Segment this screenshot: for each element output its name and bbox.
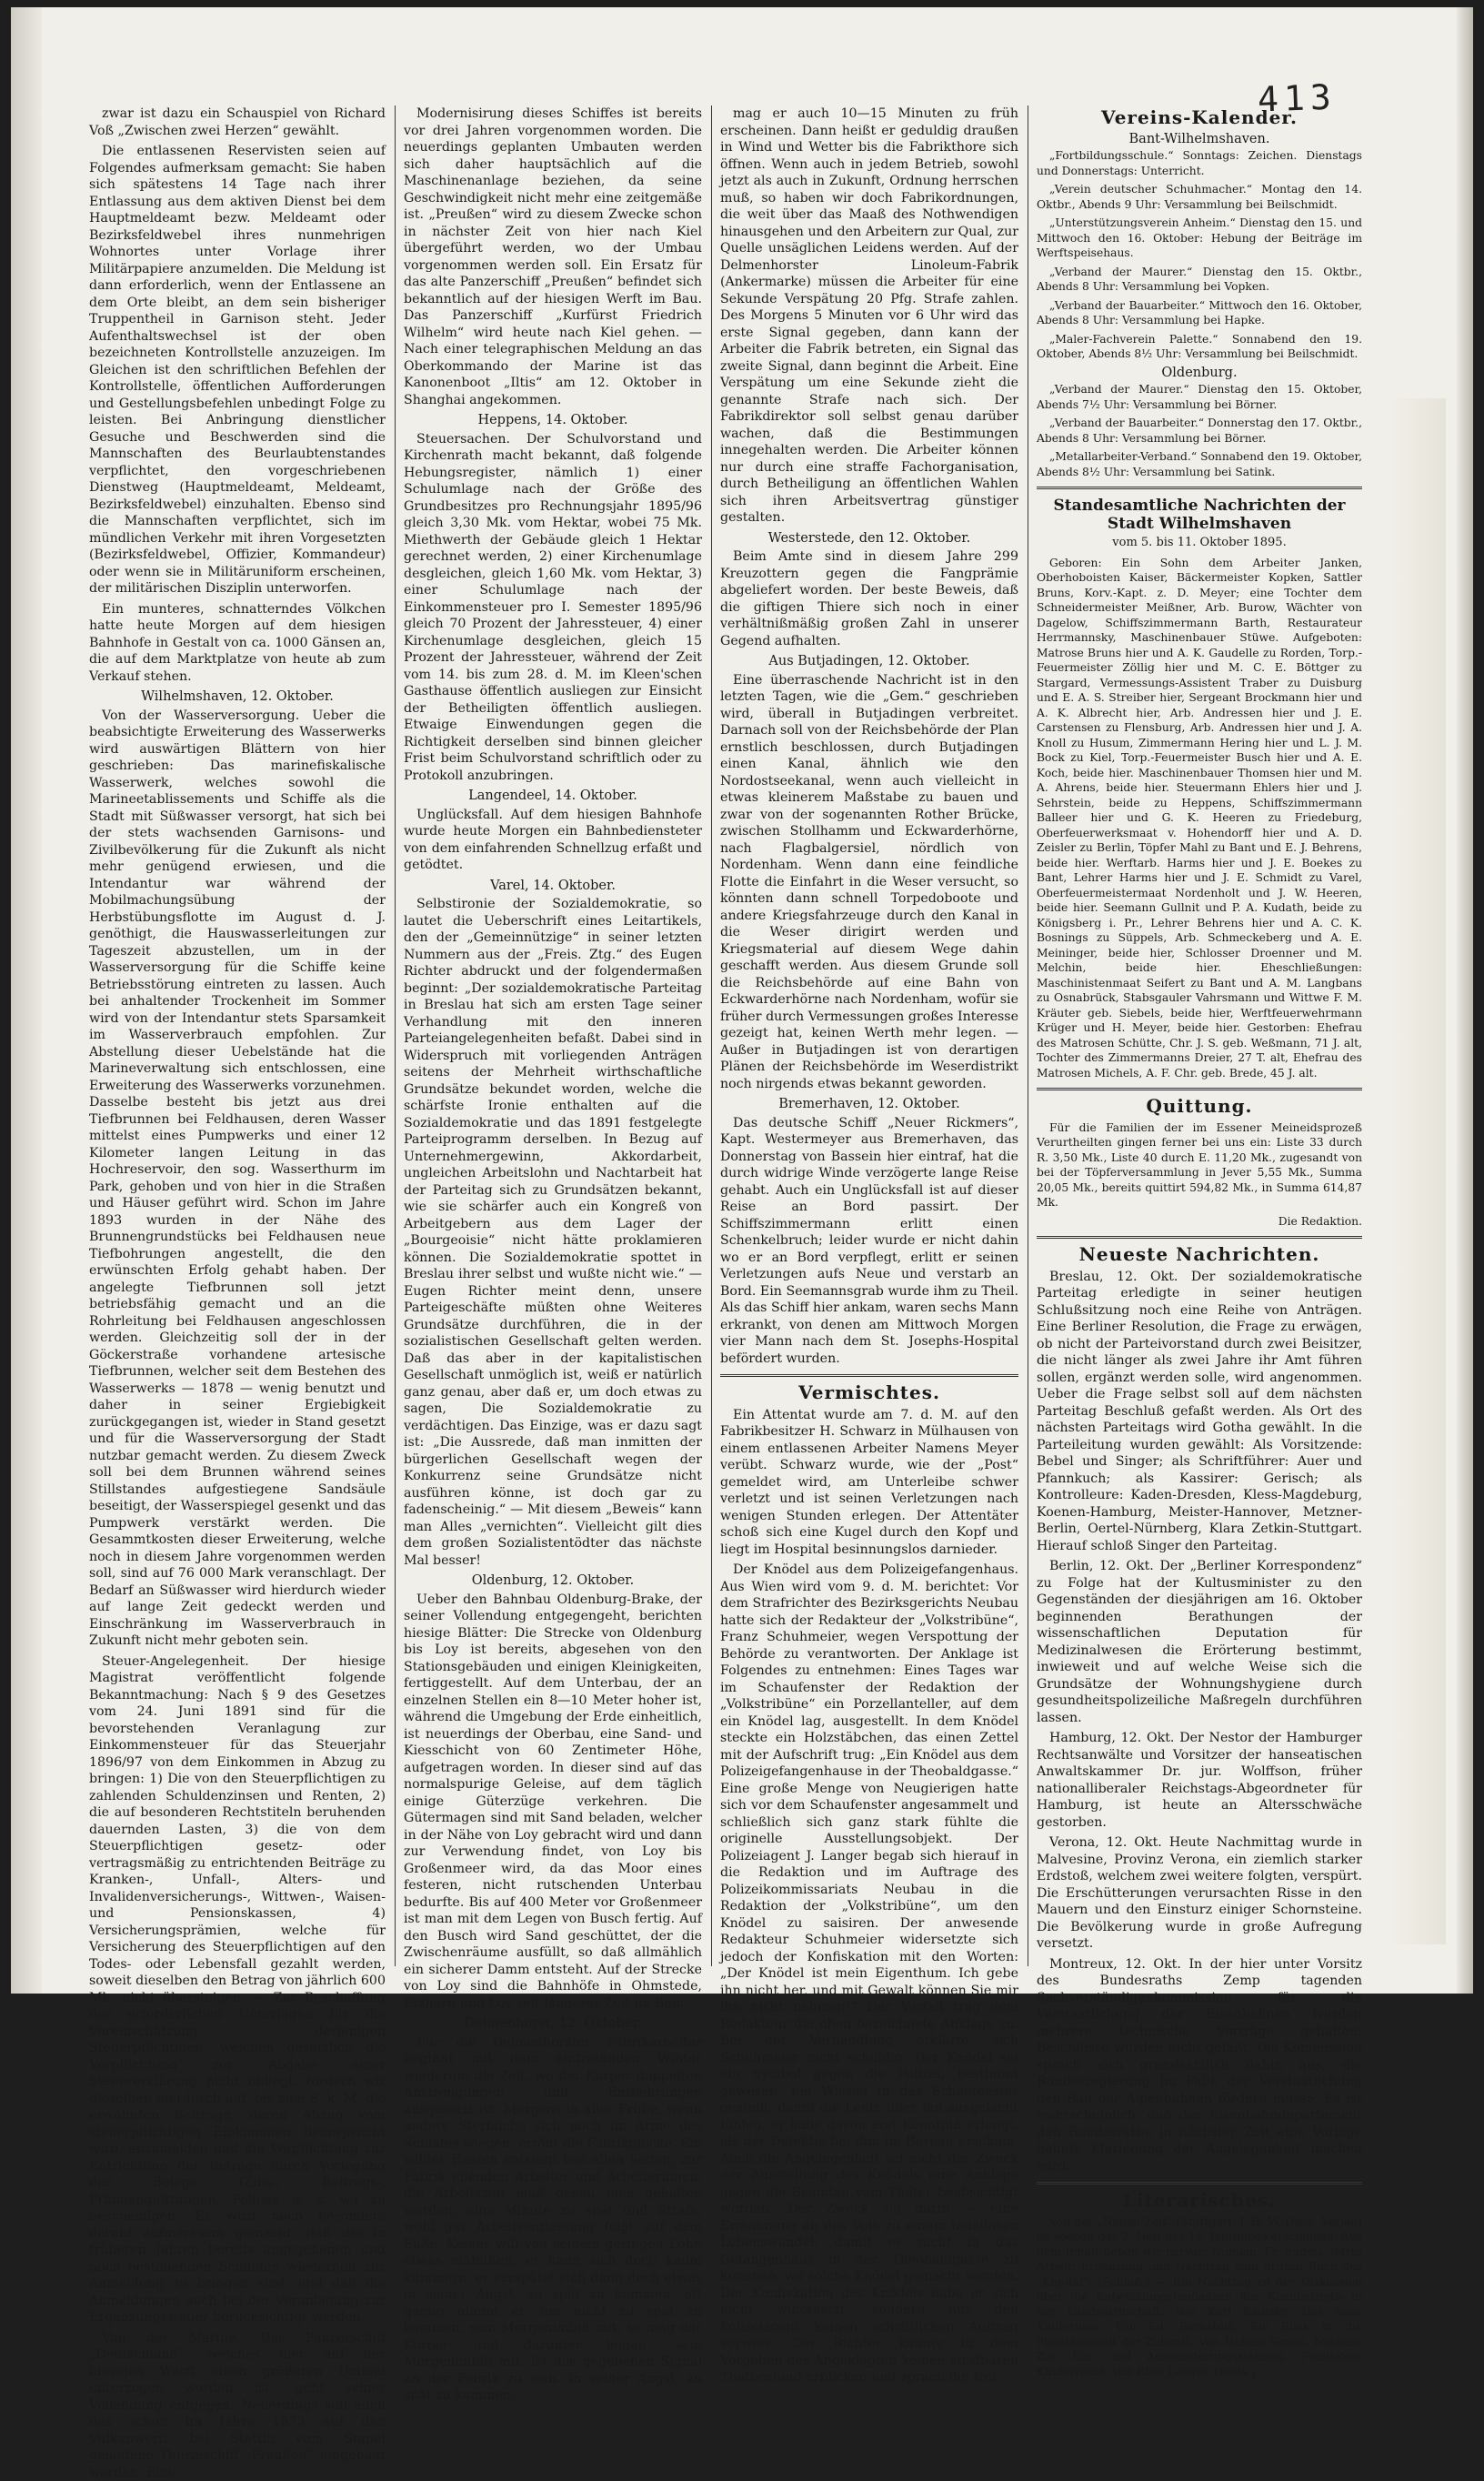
dateline: Aus Butjadingen, 12. Oktober. — [720, 653, 1018, 670]
section-heading-literarisches: Literarisches. — [1037, 2192, 1362, 2209]
section-heading-vermischtes: Vermischtes. — [720, 1384, 1018, 1401]
page-number: 413 — [1258, 77, 1338, 120]
calendar-entry: „Maler-Fachverein Palette.“ Sonnabend den 19. Oktober, Abends 8½ Uhr: Versammlung bei Beilschmidt. — [1037, 332, 1362, 362]
article-paragraph: Der Knödel aus dem Polizeigefangenhaus. Aus Wien wird vom 9. d. M. berichtet: Vor dem Strafrichter des Bezirksgerichts Neubau hatte sich der Redakteur der „Volkstribüne“, Franz Schuhmeier, wegen Verspottung der Behörde zu verantworten. Der Anklage ist Folgendes zu entnehmen: Eines Tages war im Schaufenster der Redaktion der „Volkstribüne“ ein Porzellanteller, auf dem ein Knödel lag, ausgestellt. In dem Knödel steckte ein Holzstäbchen, das einen Zettel mit der Aufschrift trug: „Ein Knödel aus dem Polizeigefangenhause in der Theobaldgasse.“ Eine große Menge von Neugierigen hatte sich vor dem Schaufenster angesammelt und schließlich sich ganz stark fühlte die originelle Ausstellungsobjekt. Der Polizeiagent J. Langer begab sich hierauf in die Redaktion und im Auftrage des Polizeikommissariats Neubau in die Redaktion der „Volkstribüne“, um den Knödel zu saisiren. Der anwesende Redakteur Schuhmeier widersetzte sich jedoch der Konfiskation mit den Worten: „Der Knödel ist mein Eigenthum. Ich gebe ihn nicht her, und mit Gewalt können Sie mir ihn nicht nehmen!“ Der Vorfall trug dem Redakteur die oben bezeichnete Anklage zu. Bei der Verhandlung erklärte sich Schuhmeier nicht schuldig. Der Knödel sei ein Symbol gegen die Polizei, bestimmt gewesen, um Wissen in das Schaufenster gestellt, damit die Leute über ihn ausgelacht fühlen, er habe davon erst Kenntniß erlangt, als der Detektiv bei ihm im Bureau erschien. Auch die Angelegenheit sei nicht der Zweck der Ausstellung des Knödels eine Anklage gegen die Beamten vom Thäter beabsichtigt worden. Der Zweck sei darin — eine Ermahnung an das Volk zu einem tadellosen Lebenswandel, damit es nicht in das Gefangenhaus in der Theobaldgasse zu kommen, wo solche Knödel gemacht werden. Der Konfiskation des Knödels habe er sich nicht widersetzt, sondern nur den Polizeiagent keinen schriftlichen Auftrag vorwies. Der Richter konnte in dem Vorgehen des Angeklagten keinen strafbaren Thatbestand erblicken und sprach ihn frei. — [720, 1562, 1018, 2386]
article-paragraph: Ein munteres, schnatterndes Völkchen hatte heute Morgen auf dem hiesigen Bahnhofe in Gestalt von ca. 1000 Gänsen an, die auf dem Marktplatze von heute ab zum Verkauf stehen. — [89, 601, 386, 686]
column-3 — [720, 105, 1018, 1966]
section-heading-quittung: Quittung. — [1037, 1098, 1362, 1115]
calendar-entry: „Metallarbeiter-Verband.“ Sonnabend den 19. Oktober, Abends 8½ Uhr: Versammlung bei Satink. — [1037, 449, 1362, 479]
dateline: Delmenhorst, 12. Oktober. — [404, 2015, 702, 2033]
section-divider — [1037, 1236, 1362, 1239]
section-heading-vereins-kalender: Vereins-Kalender. — [1037, 109, 1362, 126]
dateline: Heppens, 14. Oktober. — [404, 412, 702, 429]
dateline: Wilhelmshaven, 12. Oktober. — [89, 688, 386, 706]
calendar-place: Oldenburg. — [1037, 366, 1362, 381]
dateline: Westerstede, den 12. Oktober. — [720, 530, 1018, 547]
receipt-text: Für die Familien der im Essener Meineidsprozeß Verurtheilten gingen ferner bei uns ein: Liste 33 durch R. 3,50 Mk., Liste 40 durch E. 11,20 Mk., zugesandt von bei der Töpferversammlung in Jever 5,55 Mk., Summa 20,05 Mk., bereits quittirt 594,82 Mk., in Summa 614,87 Mk. — [1037, 1120, 1362, 1210]
dateline: Langendeel, 14. Oktober. — [404, 788, 702, 805]
article-paragraph: Unglücksfall. Auf dem hiesigen Bahnhofe wurde heute Morgen ein Bahnbediensteter von dem einfahrenden Schnellzug erfaßt und getödtet. — [404, 807, 702, 874]
section-divider — [1037, 1088, 1362, 1090]
newspaper-page — [11, 7, 1473, 1994]
news-item: Berlin, 12. Okt. Der „Berliner Korrespondenz“ zu Folge hat der Kultusminister zu den Gegenständen der diesjährigen am 16. Oktober beginnenden Berathungen der wissenschaftlichen Deputation für Medizinalwesen die Erörterung bestimmt, inwieweit und auf welche Weise sich die Grundsätze der Wohnungshygiene durch gesundheitspolizeiliche Maßregeln durchführen lassen. — [1037, 1558, 1362, 1726]
calendar-entry: „Verband der Maurer.“ Dienstag den 15. Oktober, Abends 7½ Uhr: Versammlung bei Börner. — [1037, 382, 1362, 412]
section-heading-neueste-nachrichten: Neueste Nachrichten. — [1037, 1246, 1362, 1263]
calendar-entry: „Verein deutscher Schuhmacher.“ Montag den 14. Oktbr., Abends 9 Uhr: Versammlung bei Beilschmidt. — [1037, 182, 1362, 212]
calendar-entry: „Unterstützungsverein Anheim.“ Dienstag den 15. und Mittwoch den 16. Oktober: Hebung der Beiträge im Werftspeisehaus. — [1037, 216, 1362, 261]
literature-text: Von der „Neuen Zeit“ (Stuttgart, J. H. W. Dietz' Verlag) ist soeben das 2. Heft des 14. Jahrgangs erschienen. Aus dem Inhalt heben wir hervor: Numien. Fr. Engels' letzte Arbeit: Ergänzung und Nachtrag zum dritten Buch des „Kapital“. (Schluß.) — Ein Nachtrag zu der Diskussion über die Entwicklungstendenzen des Kleinbetriebs in der Landwirthschaft. Von Karl Kautsky. Das neue Kalifornien. Von Ed. Bernstein. Ein Blick in die Phantasiewelt der Zukunft. Von Helene Simon. Notizen: Zur Ein- und Auswanderungsstatistik. Feuilleton: Kinderrecht. Von Elise Langer. (Forts.) — [1037, 2215, 1362, 2380]
news-item: Montreux, 12. Okt. In der hier unter Vorsitz des Bundesraths Zemp tagenden Sachverständigenkommission für die Verstaatlichung der Eisenbahnen wurden mehrere technische Vorträge gehalten; Beschlüsse wurden nicht gefaßt. Die Kommission sprach sich grundsätzlich dahin aus, die Bundesregierung im Falle der Verstaatlichung den Bau der Alpenbahnen fördern müsse. Es ist wahrscheinlich, daß das Eisenbahndepartement den Bundesrathe in nächster Zeit eine Vorlage behufs Klarlegung der Angelegenheit machen wird. — [1037, 1956, 1362, 2175]
article-paragraph: Das deutsche Schiff „Neuer Rickmers“, Kapt. Westermeyer aus Bremerhaven, das Donnerstag von Bassein hier eintraf, hat die durch widrige Winde verzögerte lange Reise gehabt. Auch ein Unglücksfall ist auf dieser Reise an Bord passirt. Der Schiffszimmermann erlitt einen Schenkelbruch; leider wurde er nicht dahin wo er an Bord verpflegt, erlitt er seinen Verletzungen aufs Neue und verstarb an Bord. Ein Seemannsgrab wurde ihm zu Theil. Als das Schiff hier ankam, waren sechs Mann erkrankt, von denen am Mittwoch Morgen vier Mann nach dem St. Josephs-Hospital befördert wurden. — [720, 1115, 1018, 1368]
article-paragraph: Ein Attentat wurde am 7. d. M. auf den Fabrikbesitzer H. Schwarz in Mülhausen von einem entlassenen Arbeiter Namens Meyer verübt. Schwarz wurde, wie der „Post“ gemeldet wird, am Unterleibe schwer verletzt und ist seinen Verletzungen nach wenigen Stunden erlegen. Der Attentäter schoß sich eine Kugel durch den Kopf und liegt im Hospital besinnungslos darnieder. — [720, 1407, 1018, 1559]
news-item: Hamburg, 12. Okt. Der Nestor der Hamburger Rechtsanwälte und Vorsitzer der hanseatischen Anwaltskammer Dr. jur. Wolffson, früher nationalliberaler Reichstags-Abgeordneter für Hamburg, ist heute an Altersschwäche gestorben. — [1037, 1730, 1362, 1831]
paper-stain — [1391, 398, 1446, 1944]
page-edge — [1457, 7, 1473, 1994]
section-subheading: vom 5. bis 11. Oktober 1895. — [1037, 535, 1362, 552]
column-1 — [89, 105, 386, 1966]
calendar-entry: „Verband der Bauarbeiter.“ Mittwoch den 16. Oktober, Abends 8 Uhr: Versammlung bei Hapke. — [1037, 298, 1362, 328]
column-4 — [1037, 105, 1362, 1966]
section-divider — [1037, 2182, 1362, 2185]
receipt-signature: Die Redaktion. — [1037, 1214, 1362, 1230]
article-paragraph: zwar ist dazu ein Schauspiel von Richard Voß „Zwischen zwei Herzen“ gewählt. — [89, 105, 386, 139]
section-divider — [720, 1374, 1018, 1377]
dateline: Varel, 14. Oktober. — [404, 878, 702, 895]
section-heading-standesamt: Standesamtliche Nachrichten der Stadt Wilhelmshaven — [1037, 497, 1362, 533]
calendar-place: Bant-Wilhelmshaven. — [1037, 132, 1362, 147]
article-paragraph: Steuersachen. Der Schulvorstand und Kirchenrath macht bekannt, daß folgende Hebungsregister, nämlich 1) einer Schulumlage nach der Größe des Grundbesitzes pro Rechnungsjahr 1895/96 gleich 3,30 Mk. vom Hektar, wobei 75 Mk. Miethwerth der Gebäude gleich 1 Hektar gerechnet werden, 2) einer Kirchenumlage desgleichen, gleich 1,60 Mk. vom Hektar, 3) einer Schulumlage nach der Einkommensteuer pro I. Semester 1895/96 gleich 70 Prozent der Jahressteuer, 4) einer Kirchenumlage desgleichen, gleich 15 Prozent der Jahressteuer, während der Zeit vom 14. bis zum 28. d. M. im Kleen'schen Gasthause öffentlich ausliegen zur Einsicht der Betheiligten öffentlich ausliegen. Etwaige Einwendungen gegen die Richtigkeit derselben sind binnen gleicher Frist beim Schulvorstand schriftlich oder zu Protokoll anzubringen. — [404, 431, 702, 785]
article-paragraph: Modernisirung dieses Schiffes ist bereits vor drei Jahren vorgenommen worden. Die neuerdings geplanten Umbauten werden sich daher hauptsächlich auf die Maschinenanlage beziehen, da seine Geschwindigkeit nicht mehr eine zeitgemäße ist. „Preußen“ wird zu diesem Zwecke schon in nächster Zeit von hier nach Kiel übergeführt werden, wo der Umbau vorgenommen werden soll. Ein Ersatz für das alte Panzerschiff „Preußen“ befindet sich bekanntlich auf der hiesigen Werft im Bau. Das Panzerschiff „Kurfürst Friedrich Wilhelm“ wird heute nach Kiel gehen. — Nach einer telegraphischen Meldung an das Oberkommando der Marine ist das Kanonenboot „Iltis“ am 12. Oktober in Shanghai angekommen. — [404, 105, 702, 408]
article-paragraph: Die entlassenen Reservisten seien auf Folgendes aufmerksam gemacht: Sie haben sich spätestens 14 Tage nach ihrer Entlassung aus dem aktiven Dienst bei dem Hauptmeldeamt bezw. Meldeamt oder Bezirksfeldwebel ihres nunmehrigen Wohnortes unter Vorlage ihrer Militärpapiere anzumelden. Die Meldung ist dann erforderlich, wenn der Entlassene an dem Orte bleibt, an dem sein bisheriger Truppentheil in Garnison steht. Jeder Aufenthaltswechsel ist der oben bezeichneten Kontrollstelle anzuzeigen. Im Gleichen ist den schriftlichen Befehlen der Kontrollstelle, öffentlichen Aufforderungen und Gestellungsbefehlen unbedingt Folge zu leisten. Bei Anbringung dienstlicher Gesuche und Beschwerden sind die Mannschaften des Beurlaubtenstandes verpflichtet, den vorgeschriebenen Dienstweg (Hauptmeldeamt, Meldeamt, Bezirksfeldwebel) einzuhalten. Ebenso sind die Mannschaften verpflichtet, sich im mündlichen Verkehr mit ihren Vorgesetzten (Bezirksfeldwebel, Offizier, Kommandeur) oder wenn sie in Militäruniform erscheinen, der militärischen Disziplin unterworfen. — [89, 143, 386, 598]
news-item: Verona, 12. Okt. Heute Nachmittag wurde in Malvesine, Provinz Verona, ein ziemlich starker Erdstoß, welchem zwei weitere folgten, verspürt. Die Erschütterungen verursachten Risse in den Mauern und den Einsturz einiger Schornsteine. Die Bevölkerung wurde in große Aufregung versetzt. — [1037, 1834, 1362, 1953]
column-2 — [404, 105, 702, 1966]
article-paragraph: Steuer-Angelegenheit. Der hiesige Magistrat veröffentlicht folgende Bekanntmachung: Nach § 9 des Gesetzes vom 24. Juni 1891 sind für die bevorstehenden Veranlagung zur Einkommensteuer für das Steuerjahr 1896/97 von dem Einkommen in Abzug zu bringen: 1) Die von den Steuerpflichtigen zu zahlenden Schuldenzinsen und Renten, 2) die auf besonderen Rechtstiteln beruhenden dauernden Lasten, 3) die von dem Steuerpflichtigen gesetz- oder vertragsmäßig zu entrichtenden Beiträge zu Kranken-, Unfall-, Alters- und Invalidenversicherungs-, Wittwen-, Waisen- und Pensionskassen, 4) Versicherungsprämien, welche für Versicherung des Steuerpflichtigen auf den Todes- oder Lebensfall gezahlt werden, soweit dieselben den Betrag von jährlich 600 Mk. nicht übersteigen. — Zur Beschaffung der erforderlichen Unterlagen für die Voreinschätzung derjenigen Steuerpflichtigen, welchen gesetzlich die Verpflichtung zur Abgabe einer Steuererklärung nicht obliegt, fordern wir dieselben hierdurch auf, bis zum 8. k. M. die erwähnten Beiträge, deren Abzug vom steuerpflichtigen Einkommen beansprucht wird, anzumelden und die Verpflichtung zur Entrichtung der Beträge durch Vorlegung der Belege (Zins-, Beitrags-, Prämienquittungen, Policen u. s. w.) zu bescheinigen. Es wird noch besonders darauf aufmerksam gemacht, daß die in früheren Jahren bereits angegebenen und noch bestehenden Schulden wiederholt zur Anmeldung zu bringen sind, und daß die Anmeldungen auch bei der Veranlagung zur Ergänzungssteuer berücksichtigt werden. — [89, 1653, 386, 2326]
calendar-entry: „Verband der Bauarbeiter.“ Donnerstag den 17. Oktbr., Abends 8 Uhr: Versammlung bei Börner. — [1037, 416, 1362, 446]
column-rule — [711, 105, 712, 1966]
news-item: Breslau, 12. Okt. Der sozialdemokratische Parteitag erledigte in seiner heutigen Schlußsitzung noch eine Reihe von Anträgen. Eine Berliner Resolution, die Frage zu erwägen, ob nicht der Parteivorstand durch zwei Beisitzer, die nicht länger als zwei Jahre ihr Amt führen sollen, ergänzt werden solle, wird angenommen. Ueber die Frage selbst soll auf dem nächsten Parteitag Beschluß gefaßt werden. Als Ort des nächsten Parteitags wird Gotha gewählt. In die Parteileitung wurden gewählt: Als Vorsitzende: Bebel und Singer; als Schriftführer: Auer und Pfannkuch; als Kassirer: Gerisch; als Kontrolleure: Kaden-Dresden, Kless-Magdeburg, Koenen-Hamburg, Meister-Hannover, Metzner-Berlin, Oertel-Nürnberg, Klara Zetkin-Stuttgart. Hierauf schloß Singer den Parteitag. — [1037, 1269, 1362, 1555]
article-paragraph: Eine überraschende Nachricht ist in den letzten Tagen, wie die „Gem.“ geschrieben wird, überall in Butjadingen verbreitet. Darnach soll von der Reichsbehörde der Plan ernstlich beschlossen, durch Butjadingen einen Kanal, ähnlich wie den Nordostseekanal, wenn auch vielleicht in etwas kleinerem Maßstabe zu bauen und zwar von der sogenannten Rother Brücke, zwischen Stollhamm und Eckwarderhörne, nach Flagbalgersiel, nördlich von Nordenham. Wenn dann eine feindliche Flotte die Einfahrt in die Weser versucht, so könnten dann schnell Torpedoboote und andere Kriegsfahrzeuge durch den Kanal in die Weser dirigirt werden und Kriegsmaterial auf diesem Wege dahin geschafft werden. Aus diesem Grunde soll die Reichsbehörde auf eine Bahn von Eckwarderhörne nach Nordenham, wofür sie früher durch Vermessungen großes Interesse gezeigt hat, keinen Werth mehr legen. — Außer in Butjadingen ist von derartigen Plänen der Reichsbehörde im Weserdistrikt noch nirgends etwas bekannt geworden. — [720, 672, 1018, 1093]
article-paragraph: Von der Marine. Das Panzerschiff „Deutschland“, welches hier auf der hiesigen Werft einen größeren Umbau unterzogen worden ist, geht seiner Vollendung entgegen. Neuerdings soll auch das schon im Jahre 1873 auf den Vulkanwerft bei Stettin vom Stapel gelaufene Thurmschiff „Preußen“ umgebaut werden. Eine — [89, 2330, 386, 2481]
calendar-entry: „Fortbildungsschule.“ Sonntags: Zeichen. Dienstags und Donnerstags: Unterricht. — [1037, 148, 1362, 178]
page-binding — [11, 7, 42, 1994]
article-paragraph: Ueber den Bahnbau Oldenburg-Brake, der seiner Vollendung entgegengeht, berichten hiesige Blätter: Die Strecke von Oldenburg bis Loy ist bereits, abgesehen von den Stationsgebäuden und einigen Kleinigkeiten, fertiggestellt. Auf dem Unterbau, der an einzelnen Stellen ein 8—10 Meter hoher ist, während die Umgebung der Erde einheitlich, ist neuerdings der Oberbau, eine Sand- und Kiesschicht von 60 Zentimeter Höhe, aufgetragen worden. In dieser sind auf das normalspurige Geleise, auf dem täglich einige Güterzüge verkehren. Die Gütermagen sind mit Sand beladen, welcher in der Nähe von Loy gebracht wird und dann zur Verwendung findet, von Loy bis Großenmeer wird, da das Moor eines festeren, nicht rutschenden Unterbau bedurfte. Bis auf 400 Meter vor Großenmeer ist man mit dem Legen von Busch fertig. Auf den Busch wird Sand geschüttet, der die Zwischenräume ausfüllt, so daß allmählich ein sicherer Damm entsteht. Auf der Strecke von Loy sind die Bahnhöfe in Ohmstede, Etzhorn und Loy seit längerer Zeit im Bau. — [404, 1592, 702, 2013]
section-divider — [1037, 487, 1362, 489]
dateline: Bremerhaven, 12. Oktober. — [720, 1096, 1018, 1113]
article-paragraph: Von der Wasserversorgung. Ueber die beabsichtigte Erweiterung des Wasserwerks wird auswärtigen Blättern von hier geschrieben: Das marinefiskalische Wasserwerk, welches sowohl die Marineetablissements und Schiffe als die Stadt mit Süßwasser versorgt, hat sich bei der stets wachsenden Garnisons- und Zivilbevölkerung für die Zukunft als nicht mehr genügend erwiesen, und die Intendantur war während der Mobilmachungsübung der Herbstübungsflotte im August d. J. genöthigt, die Hauswasserleitungen zur Tageszeit abzustellen, um in der Wasserversorgung für die Schiffe keine Betriebsstörung eintreten zu lassen. Auch bei anhaltender Trockenheit im Sommer wird von der Intendantur stets Sparsamkeit im Wasserverbrauch empfohlen. Zur Abstellung dieser Uebelstände hat die Marineverwaltung sich entschlossen, eine Erweiterung des Wasserwerks vorzunehmen. Dasselbe besteht bis jetzt aus drei Tiefbrunnen bei Feldhausen, deren Wasser mittelst eines Pumpwerks und einer 12 Kilometer langen Leitung in das Hochreservoir, den sog. Wasserthurm im Park, gehoben und von hier in die Straßen und Häuser geführt wird. Schon im Jahre 1893 wurden in der Nähe des Brunnengrundstücks bei Feldhausen neue Tiefbohrungen angestellt, die den erwünschten Erfolg gehabt haben. Der angelegte Tiefbrunnen soll jetzt betriebsfähig gemacht und an die Rohrleitung bei Feldhausen angeschlossen werden. Gleichzeitig soll der in der Göckerstraße vorhandene artesische Tiefbrunnen, welcher seit dem Bestehen des Wasserwerks — 1878 — wenig benutzt und daher in seiner Ergiebigkeit zurückgegangen ist, wieder in Stand gesetzt und für die Wasserversorgung der Stadt nutzbar gemacht werden. Zu diesem Zweck soll bei dem Brunnen während seines Stillstandes aufgestiegene Sandsäule beseitigt, der Wasserspiegel gesenkt und das Pumpwerk verstärkt werden. Die Gesammtkosten dieser Erweiterung, welche noch in diesem Jahre vorgenommen werden soll, sind auf 76 000 Mark veranschlagt. Der Bedarf an Süßwasser wird hierdurch wieder auf lange Zeit gedeckt werden und Einschränkung im Wasserverbrauch in Zukunft nicht mehr geboten sein. — [89, 708, 386, 1650]
dateline: Oldenburg, 12. Oktober. — [404, 1572, 702, 1590]
calendar-entry: „Verband der Maurer.“ Dienstag den 15. Oktbr., Abends 8 Uhr: Versammlung bei Vopken. — [1037, 265, 1362, 295]
article-paragraph: Für die Delmenhorster Fabrikarbeiter beginnt mit dem eintretenden Winter wiederum die Zeit, wo der Körper doppelten Anstrengungen und Entbehrungen ausgesetzt ist. Morgens in aller Frühe, wenn andere Sterbliche sich noch im Arme des Schlafes wiegen, ertönt die Fabrikglocke. Ein wildes Hasten entsteht von allen Seiten, zur Fabrik eilenden Arbeiter und Arbeiterinnen, die Arbeitszeit muß genau inne gehalten werden, eine Minute zu spät und Strafe, wohl gar Arbeitsentlassung folgt auf dem Fuße. Keiner will von seinem geringen Lohn etwas einbüßen, er kann sich doch kaum kümmern, er verspätet sich dann doch etwas in seiner Angst, zu spät zu kommen, oft genug nimmt er, um nicht zu spät zu kommen, sein Morgenimbiß mit, so mag der Körper und darunter leiden, sein Morgenimbiß mit. Ist das gegebenen Signal an der Fabrik zu sein. In seiner Angst, zu spät zu kommen, — [404, 2034, 702, 2405]
column-rule — [395, 105, 396, 1966]
article-paragraph: mag er auch 10—15 Minuten zu früh erscheinen. Dann heißt er geduldig draußen in Wind und Wetter bis die Fabrikthore sich öffnen. Wenn auch in jedem Betrieb, sowohl jetzt als auch in Zukunft, Ordnung herrschen muß, so haben wir doch Fabrikordnungen, die weit über das Maaß des Nothwendigen hinausgehen und den Arbeitern zur Qual, zur Quelle unsäglichen Leidens werden. Auf der Delmenhorster Linoleum-Fabrik (Ankermarke) müssen die Arbeiter für eine Sekunde Verspätung 20 Pfg. Strafe zahlen. Des Morgens 5 Minuten vor 6 Uhr wird das erste Signal gegeben, dann kann der Arbeiter die Fabrik betreten, ein Signal das zweite Signal, dann beginnt die Arbeit. Eine Verspätung um eine Sekunde zieht die genannte Strafe nach sich. Der Fabrikdirektor soll selbst genau darüber wachen, daß die Bestimmungen innegehalten werden. Die Arbeiter können nur durch eine straffe Fachorganisation, durch Betheiligung an öffentlichen Wahlen sich ihren Arbeitsvertrag günstiger gestalten. — [720, 105, 1018, 527]
article-paragraph: Selbstironie der Sozialdemokratie, so lautet die Ueberschrift eines Leitartikels, den der „Gemeinnützige“ in seiner letzten Nummern aus der „Freis. Ztg.“ des Eugen Richter abdruckt und der folgendermaßen beginnt: „Der sozialdemokratische Parteitag in Breslau hat sich am ersten Tage seiner Verhandlung mit den inneren Parteiangelegenheiten befaßt. Dabei sind in Widerspruch mit vorliegenden Anträgen seitens der Mehrheit wirthschaftliche Grundsätze bekundet worden, welche die schärfste Ironie enthalten auf die Sozialdemokratie und das 1891 festgelegte Parteiprogramm derselben. In Bezug auf Unternehmergewinn, Akkordarbeit, ungleichen Arbeitslohn und Nachtarbeit hat der Parteitag sich zu Grundsätzen bekannt, wie sie schärfer auch ein Kongreß von Arbeitgebern aus dem Lager der „Bourgeoisie“ nicht hätte proklamieren können. Die Sozialdemokratie spottet in Breslau ihrer selbst und wußte nicht wie.“ — Eugen Richter meint denn, unsere Parteigeschäfte müßten ohne Weiteres Grundsätze durchführen, die in der sozialistischen Gesellschaft gelten werden. Daß das aber in der kapitalistischen Gesellschaft unmöglich ist, weiß er natürlich ganz genau, aber daß er, um doch etwas zu sagen, Die Sozialdemokratie zu verdächtigen. Das Einzige, was er dazu sagt ist: „Die Aussrede, daß man inmitten der bürgerlichen Gesellschaft wegen der Konkurrenz seine Grundsätze nicht ausführen könne, ist doch gar zu fadenscheinig.“ — Mit diesem „Beweis“ kann man Alles „vernichten“. Vielleicht gilt dies dem großen Sozialistentödter das nächste Mal besser! — [404, 896, 702, 1569]
registry-text: Geboren: Ein Sohn dem Arbeiter Janken, Oberhoboisten Kaiser, Bäckermeister Kopken, Sattler Bruns, Korv.-Kapt. z. D. Meyer; eine Tochter dem Schneidermeister Meißner, Arb. Burow, Wächter von Dagelow, Schiffszimmermann Barth, Restaurateur Herrmannsky, Maschinenbauer Stüwe. Aufgeboten: Matrose Bruns hier und A. K. Gaudelle zu Rorden, Torp.-Feuermeister Zöllig hier und M. C. E. Böttger zu Stargard, Vermessungs-Assistent Traber zu Duisburg und E. A. S. Streiber hier, Sergeant Brockmann hier und A. K. Albrecht hier, Arb. Andressen hier und J. E. Carstensen zu Flensburg, Arb. Andressen hier und J. A. Knoll zu Husum, Zimmermann Hering hier und L. J. M. Bock zu Kiel, Torp.-Feuermeister Busch hier und A. E. Koch, beide hier. Maschinenbauer Thomsen hier und M. A. Ahrens, beide hier. Steuermann Ehlers hier und J. Sehrstein, beide zu Heppens, Schiffszimmermann Balleer hier und G. K. Heeren zu Friedeburg, Oberfeuerwerksmaat v. Hohendorff hier und A. D. Zeisler zu Berlin, Töpfer Mahl zu Bant und E. J. Behrens, beide hier. Werftarb. Harms hier und J. E. Boekes zu Bant, Lehrer Harms hier und J. E. Schmidt zu Varel, Oberfeuermeistermaat Nordenholt und J. W. Heeren, beide hier. Seemann Gullnit und P. A. Kudath, beide zu Königsberg i. Pr., Lehrer Behrens hier und A. C. K. Bosnings zu Süppels, Arb. Schmeckeberg und A. E. Meininger, beide hier, Schlosser Droenner und M. Melchin, beide hier. Eheschließungen: Maschinistenmaat Seifert zu Bant und A. M. Langbans zu Osnabrück, Stabsgauler Vahrsmann und Wittwe F. M. Kräuter geb. Siebels, beide hier, Werftfeuerwehrmann Krüger und H. Meyer, beide hier. Gestorben: Ehefrau des Matrosen Schütte, Chr. J. S. geb. Weßmann, 71 J. alt, Tochter des Zimmermanns Dreier, 27 T. alt, Ehefrau des Matrosen Michels, A. F. Chr. geb. Brede, 45 J. alt. — [1037, 556, 1362, 1081]
article-paragraph: Beim Amte sind in diesem Jahre 299 Kreuzottern gegen die Fangprämie abgeliefert worden. Der beste Beweis, daß die giftigen Thiere sich noch in einer verhältnißmäßig großen Zahl in unserer Gegend aufhalten. — [720, 548, 1018, 649]
